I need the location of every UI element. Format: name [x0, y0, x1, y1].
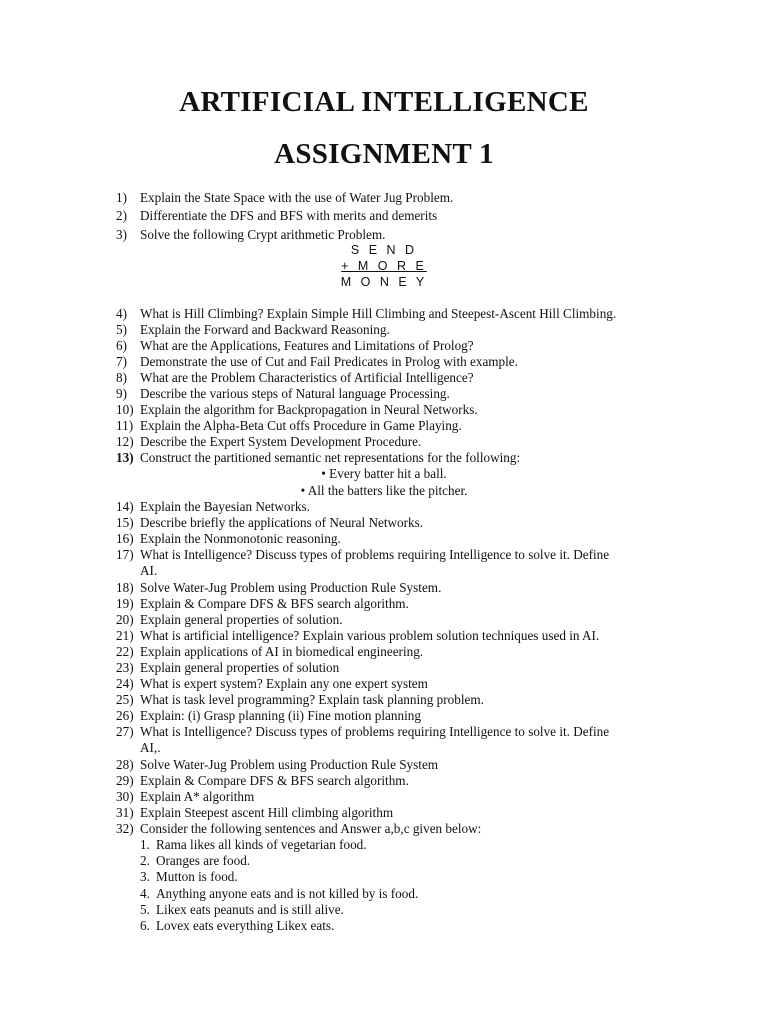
question-29: 29) Explain & Compare DFS & BFS search algorithm. — [116, 773, 409, 788]
question-30: 30) Explain A* algorithm — [116, 789, 255, 804]
question-31: 31) Explain Steepest ascent Hill climbing algorithm — [116, 805, 394, 820]
question-10: 10) Explain the algorithm for Backpropagation in Neural Networks. — [116, 402, 478, 417]
crypt-more: + M O R E — [341, 259, 427, 273]
question-3: 3) Solve the following Crypt arithmetic Problem. — [116, 227, 386, 242]
question-13: 13) Construct the partitioned semantic net representations for the following: — [116, 450, 521, 465]
question-20: 20) Explain general properties of solution. — [116, 612, 343, 627]
crypt-money: M O N E Y — [340, 275, 428, 289]
question-22: 22) Explain applications of AI in biomedical engineering. — [116, 644, 424, 659]
question-27-continuation: AI,. — [140, 740, 161, 755]
q13-bullet-2: • All the batters like the pitcher. — [300, 483, 468, 498]
q32-sentence-4: 4. Anything anyone eats and is not killed by is food. — [140, 886, 419, 901]
q32-sentence-3: 3. Mutton is food. — [140, 869, 238, 884]
question-1: 1) Explain the State Space with the use of Water Jug Problem. — [116, 190, 454, 205]
q32-sentence-1: 1. Rama likes all kinds of vegetarian food. — [140, 837, 367, 852]
question-21: 21) What is artificial intelligence? Explain various problem solution techniques used in AI. — [116, 628, 600, 643]
question-27: 27) What is Intelligence? Discuss types of problems requiring Intelligence to solve it. Define — [116, 724, 610, 739]
question-17: 17) What is Intelligence? Discuss types of problems requiring Intelligence to solve it. Define — [116, 547, 610, 562]
question-16: 16) Explain the Nonmonotonic reasoning. — [116, 531, 341, 546]
question-14: 14) Explain the Bayesian Networks. — [116, 499, 310, 514]
question-26: 26) Explain: (i) Grasp planning (ii) Fine motion planning — [116, 708, 421, 723]
question-18: 18) Solve Water-Jug Problem using Production Rule System. — [116, 580, 442, 595]
question-5: 5) Explain the Forward and Backward Reasoning. — [116, 322, 390, 337]
question-7: 7) Demonstrate the use of Cut and Fail Predicates in Prolog with example. — [116, 354, 518, 369]
question-4: 4) What is Hill Climbing? Explain Simple Hill Climbing and Steepest-Ascent Hill Climbing. — [116, 306, 617, 321]
assignment-heading: ASSIGNMENT 1 — [274, 138, 494, 170]
question-25: 25) What is task level programming? Explain task planning problem. — [116, 692, 484, 707]
q32-sentence-6: 6. Lovex eats everything Likex eats. — [140, 918, 335, 933]
question-19: 19) Explain & Compare DFS & BFS search algorithm. — [116, 596, 409, 611]
question-2: 2) Differentiate the DFS and BFS with merits and demerits — [116, 208, 438, 223]
q32-sentence-2: 2. Oranges are food. — [140, 853, 251, 868]
question-11: 11) Explain the Alpha-Beta Cut offs Procedure in Game Playing. — [116, 418, 462, 433]
question-23: 23) Explain general properties of solution — [116, 660, 340, 675]
question-15: 15) Describe briefly the applications of Neural Networks. — [116, 515, 424, 530]
question-24: 24) What is expert system? Explain any one expert system — [116, 676, 428, 691]
question-6: 6) What are the Applications, Features and Limitations of Prolog? — [116, 338, 474, 353]
question-28: 28) Solve Water-Jug Problem using Production Rule System — [116, 757, 439, 772]
q32-sentence-5: 5. Likex eats peanuts and is still alive. — [140, 902, 344, 917]
question-8: 8) What are the Problem Characteristics of Artificial Intelligence? — [116, 370, 474, 385]
crypt-send: S E N D — [350, 243, 418, 257]
document-title: ARTIFICIAL INTELLIGENCE — [179, 86, 589, 118]
q13-bullet-1: • Every batter hit a ball. — [321, 466, 447, 481]
question-9: 9) Describe the various steps of Natural language Processing. — [116, 386, 450, 401]
question-32: 32) Consider the following sentences and Answer a,b,c given below: — [116, 821, 482, 836]
question-17-continuation: AI. — [140, 563, 158, 578]
question-12: 12) Describe the Expert System Development Procedure. — [116, 434, 422, 449]
